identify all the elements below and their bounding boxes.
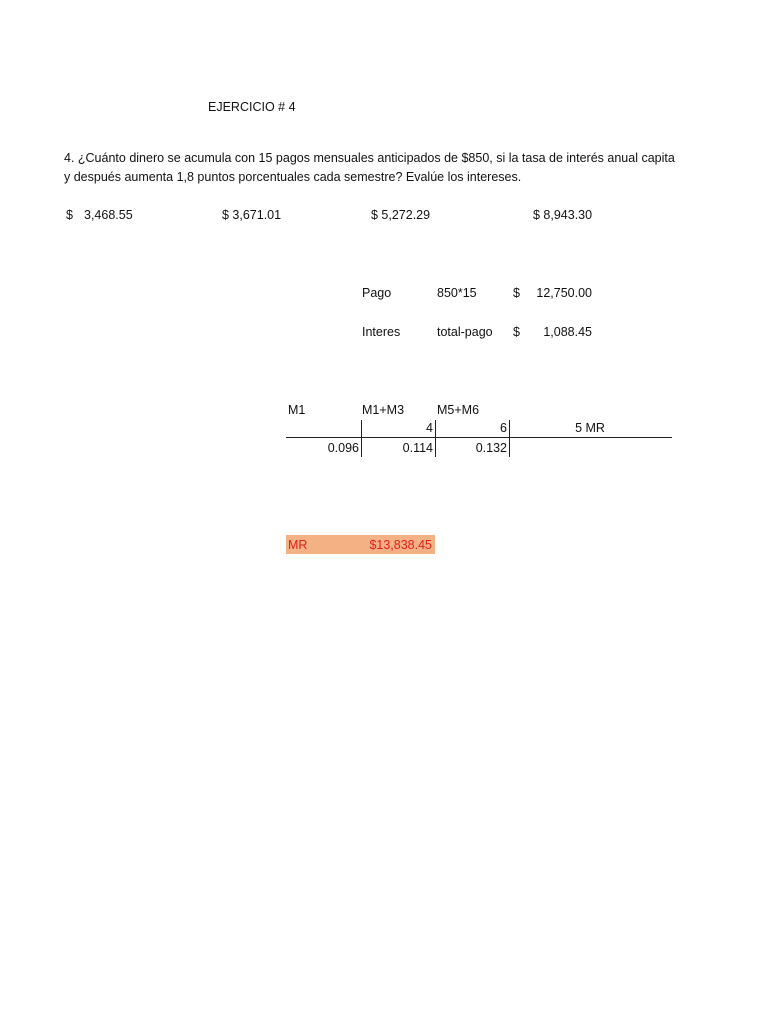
exercise-title: EJERCICIO # 4 bbox=[208, 100, 296, 114]
pago-label: Pago bbox=[362, 286, 392, 300]
table-cell-5mr: 5 MR bbox=[575, 421, 605, 435]
option-2: $ 3,671.01 bbox=[222, 208, 282, 222]
pago-formula: 850*15 bbox=[437, 286, 477, 300]
interes-currency: $ bbox=[513, 325, 520, 339]
table-header-m1-m3: M1+M3 bbox=[362, 403, 405, 417]
option-1-amount: 3,468.55 bbox=[84, 208, 133, 222]
table-cell-0114: 0.114 bbox=[402, 441, 433, 455]
question-line-1: 4. ¿Cuánto dinero se acumula con 15 pagos mensuales anticipados de $850, si la tasa de interés anual capita bbox=[64, 151, 675, 165]
table-header-m1: M1 bbox=[288, 403, 306, 417]
table-cell-6: 6 bbox=[500, 421, 507, 435]
table-column-line-3 bbox=[509, 420, 510, 457]
pago-value: 12,750.00 bbox=[536, 286, 592, 300]
result-value: $13,838.45 bbox=[369, 538, 432, 552]
interes-value: 1,088.45 bbox=[543, 325, 592, 339]
option-1-currency: $ bbox=[66, 208, 73, 222]
table-divider bbox=[286, 437, 672, 438]
interes-formula: total-pago bbox=[437, 325, 493, 339]
option-4: $ 8,943.30 bbox=[533, 208, 593, 222]
pago-currency: $ bbox=[513, 286, 520, 300]
table-cell-4: 4 bbox=[426, 421, 433, 435]
table-header-m5-m6: M5+M6 bbox=[437, 403, 480, 417]
interes-label: Interes bbox=[362, 325, 401, 339]
table-cell-0096: 0.096 bbox=[327, 441, 359, 455]
result-label: MR bbox=[288, 538, 308, 552]
question-line-2: y después aumenta 1,8 puntos porcentuales cada semestre? Evalúe los intereses. bbox=[64, 170, 522, 184]
table-cell-0132: 0.132 bbox=[475, 441, 507, 455]
option-3: $ 5,272.29 bbox=[371, 208, 431, 222]
